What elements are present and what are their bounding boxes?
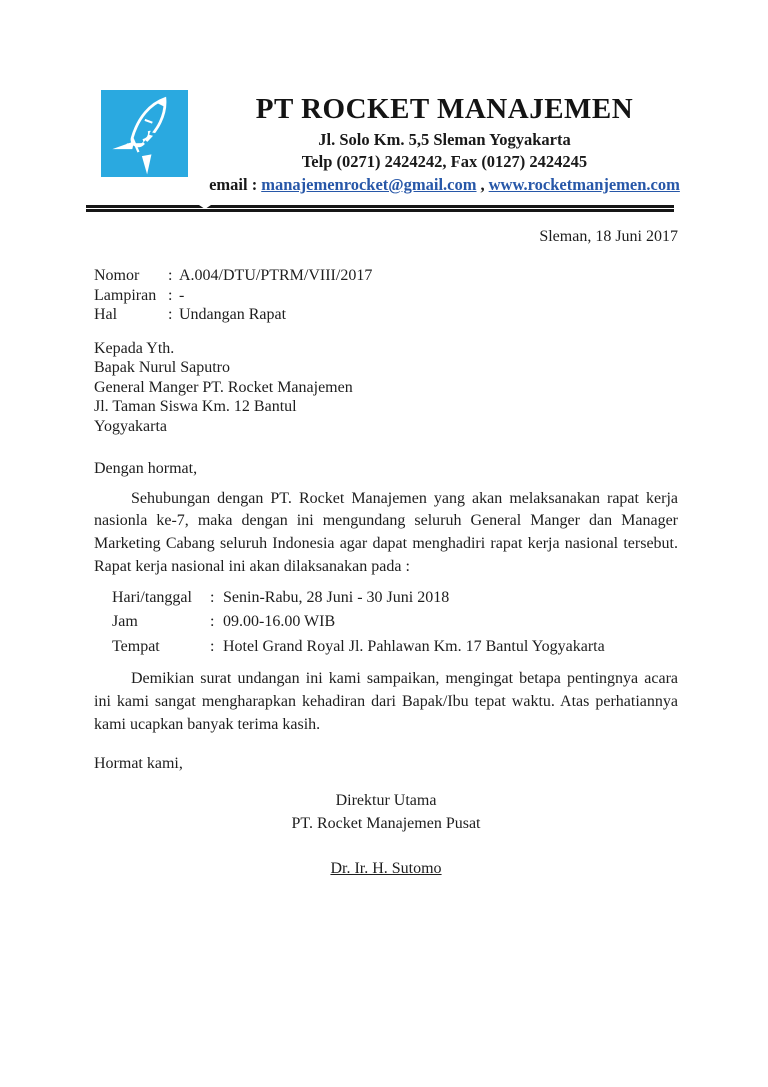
recipient-line: General Manger PT. Rocket Manajemen xyxy=(94,378,353,396)
detail-value: 09.00-16.00 WIB xyxy=(223,613,336,631)
company-name: PT ROCKET MANAJEMEN xyxy=(255,93,634,125)
meta-row-lampiran xyxy=(94,286,678,306)
company-contact-line xyxy=(205,174,684,196)
link-separator: , xyxy=(480,175,485,194)
detail-row-jam xyxy=(112,610,678,635)
body-paragraph-2: Demikian surat undangan ini kami sampaikan, mengingat betapa pentingnya acara ini kami sangat mengharapkan kehadiran dari Bapak/Ibu tepat waktu. Atas perhatiannya kami ucapkan banyak terima kasih. xyxy=(94,670,678,733)
divider-gap xyxy=(86,208,674,209)
meeting-details xyxy=(94,586,678,660)
company-phone-fax: Telp (0271) 2424242, Fax (0127) 2424245 xyxy=(301,152,588,171)
letterhead-text xyxy=(205,90,684,196)
meta-label: Lampiran xyxy=(94,286,157,304)
date-line: Sleman, 18 Juni 2017 xyxy=(539,228,678,245)
detail-label: Tempat xyxy=(112,637,160,655)
meta-colon: : xyxy=(168,306,173,323)
email-label: email : xyxy=(209,175,258,194)
company-address: Jl. Solo Km. 5,5 Sleman Yogyakarta xyxy=(318,130,571,149)
letter-body xyxy=(0,227,768,881)
meta-label: Nomor xyxy=(94,267,140,284)
recipient-line: Kepada Yth. xyxy=(94,339,175,357)
detail-value: Hotel Grand Royal Jl. Pahlawan Km. 17 Bantul Yogyakarta xyxy=(223,637,605,655)
divider-notch xyxy=(199,205,211,209)
closing-salutation: Hormat kami, xyxy=(94,754,183,772)
meta-colon: : xyxy=(168,267,173,284)
recipient-block xyxy=(94,339,678,437)
body-paragraph-1: Sehubungan dengan PT. Rocket Manajemen yang akan melaksanakan rapat kerja nasionla ke-7, maka dengan ini mengundang seluruh General Manger dan Manager Marketing Cabang seluruh Indonesia agar dapat menghadiri rapat kerja nasional tersebut. Rapat kerja nasional ini akan dilaksanakan pada : xyxy=(94,489,678,575)
detail-row-tempat xyxy=(112,635,678,660)
detail-colon: : xyxy=(210,588,215,606)
signer-title: Direktur Utama xyxy=(335,792,437,810)
rocket-icon xyxy=(100,90,189,177)
detail-colon: : xyxy=(210,637,215,655)
signer-org: PT. Rocket Manajemen Pusat xyxy=(291,814,481,832)
signature-block xyxy=(94,790,678,881)
company-logo xyxy=(100,90,189,177)
signer-name: Dr. Ir. H. Sutomo xyxy=(330,860,442,878)
recipient-line: Jl. Taman Siswa Km. 12 Bantul xyxy=(94,398,297,415)
meta-value: A.004/DTU/PTRM/VIII/2017 xyxy=(179,267,373,284)
detail-label: Hari/tanggal xyxy=(112,588,192,606)
meta-value: Undangan Rapat xyxy=(179,306,287,323)
meta-colon: : xyxy=(168,286,173,304)
salutation: Dengan hormat, xyxy=(94,460,198,477)
detail-value: Senin-Rabu, 28 Juni - 30 Juni 2018 xyxy=(223,588,450,606)
meta-row-nomor xyxy=(94,266,678,286)
detail-row-hari xyxy=(112,586,678,611)
recipient-line: Bapak Nurul Saputro xyxy=(94,359,230,376)
recipient-line: Yogyakarta xyxy=(94,417,168,435)
meta-label: Hal xyxy=(94,306,118,323)
email-link[interactable]: manajemenrocket@gmail.com xyxy=(261,175,477,194)
website-link[interactable]: www.rocketmanjemen.com xyxy=(488,175,680,194)
meta-row-hal xyxy=(94,305,678,325)
detail-label: Jam xyxy=(112,613,138,631)
letter-meta xyxy=(94,266,678,325)
letterhead-divider xyxy=(86,205,674,212)
detail-colon: : xyxy=(210,613,215,631)
meta-value: - xyxy=(179,286,185,304)
letterhead xyxy=(0,0,768,196)
